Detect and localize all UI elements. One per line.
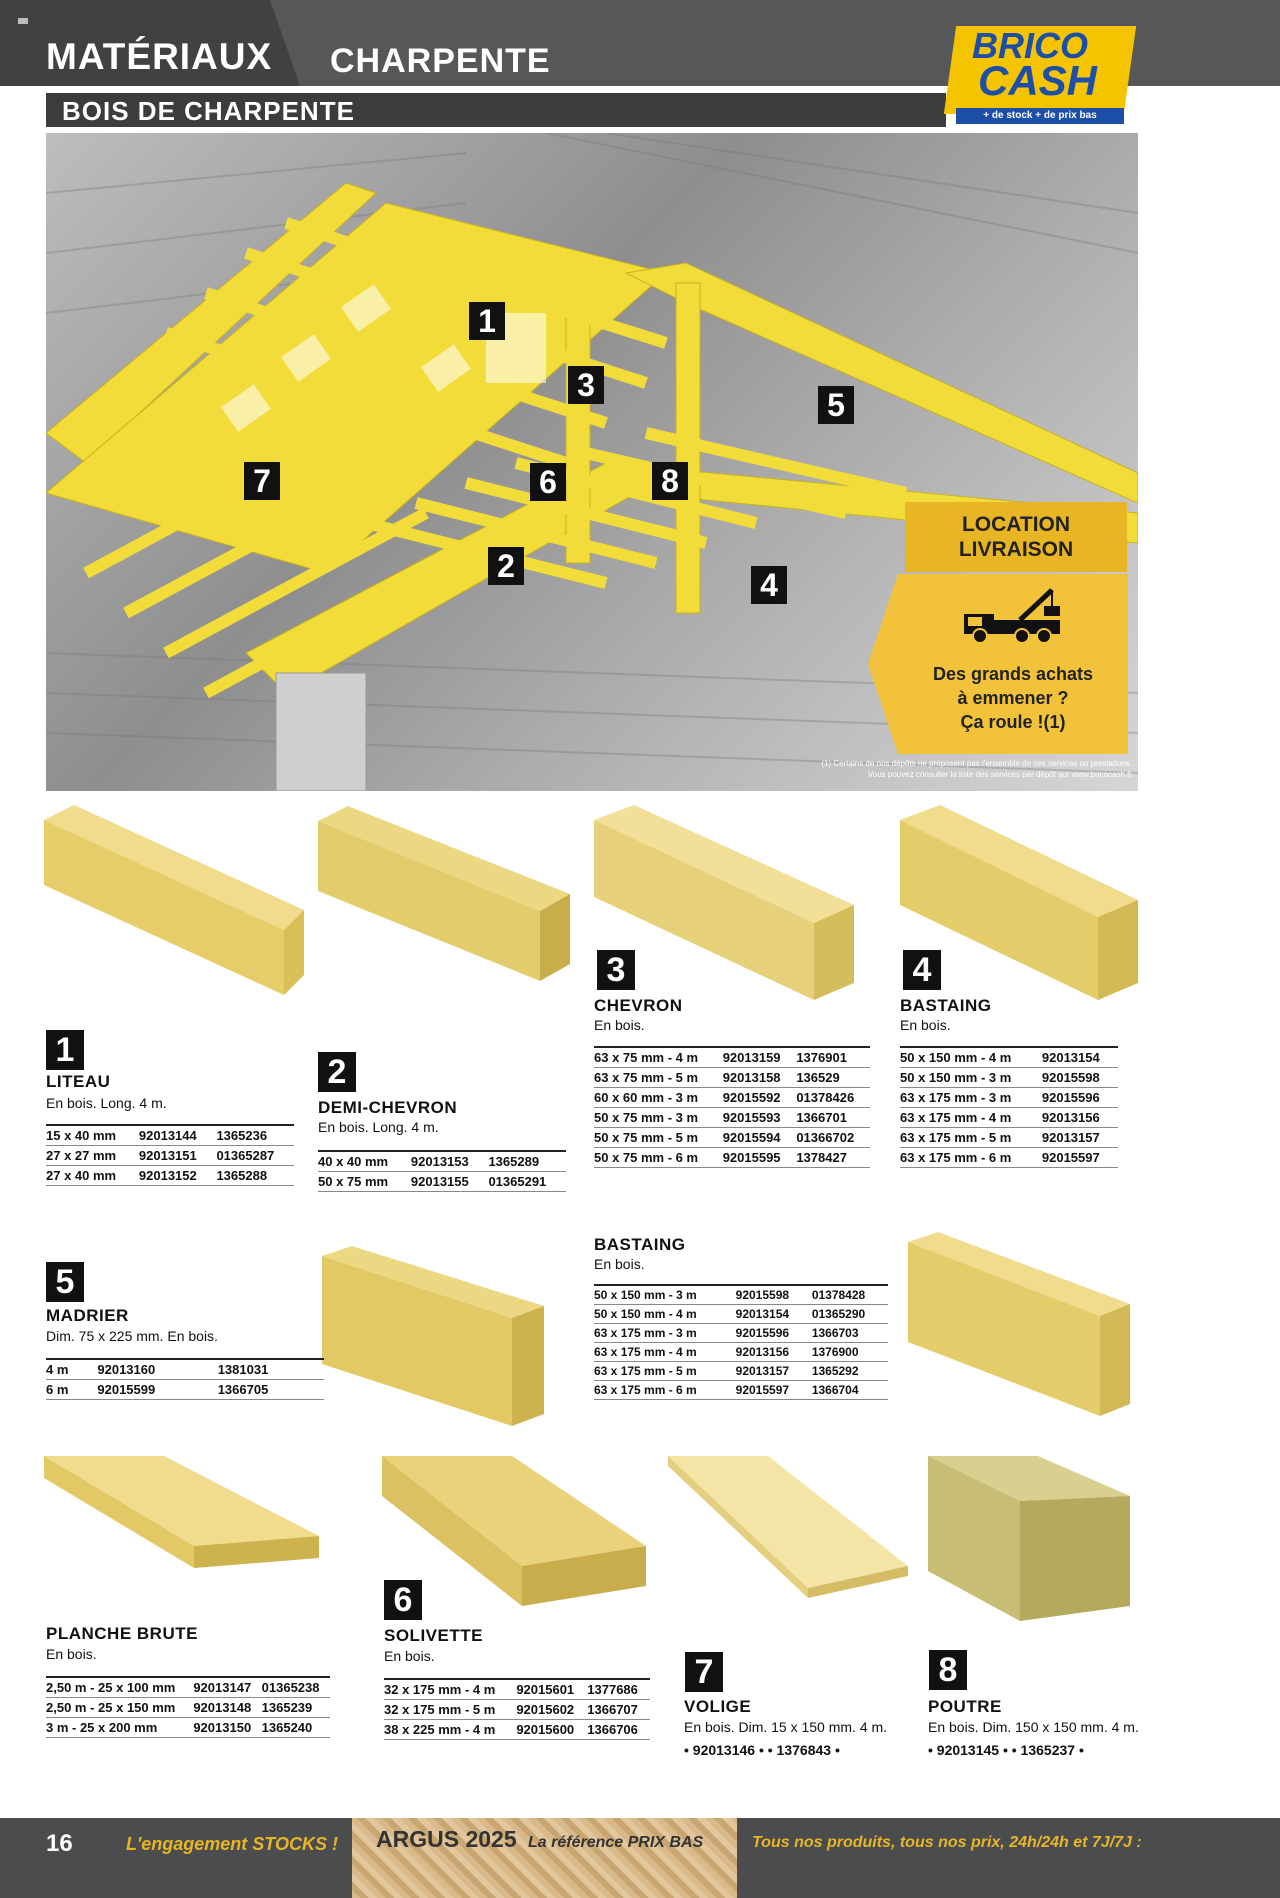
- category-title: MATÉRIAUX: [46, 36, 273, 77]
- cell: 136529: [796, 1068, 870, 1088]
- cell: 1365239: [262, 1698, 330, 1718]
- cell: 50 x 75 mm: [318, 1172, 411, 1192]
- cell: 2,50 m - 25 x 100 mm: [46, 1677, 193, 1698]
- cell: 50 x 150 mm - 4 m: [900, 1047, 1042, 1068]
- bastaing-table: [900, 1046, 1118, 1168]
- cell: 92015601: [516, 1679, 587, 1700]
- table-row: [384, 1720, 650, 1740]
- cell: 92013158: [723, 1068, 797, 1088]
- table-row: [900, 1108, 1118, 1128]
- cell: 92013154: [1042, 1047, 1118, 1068]
- cell: 01378428: [812, 1285, 888, 1305]
- volige-desc: En bois. Dim. 15 x 150 mm. 4 m.: [684, 1719, 888, 1735]
- cell: 92013151: [139, 1146, 217, 1166]
- poutre-number: 8: [929, 1650, 967, 1690]
- cell: 92015596: [736, 1324, 812, 1343]
- table-row: [318, 1151, 566, 1172]
- cell: 50 x 150 mm - 3 m: [900, 1068, 1042, 1088]
- cell: 63 x 175 mm - 5 m: [594, 1362, 736, 1381]
- liteau-desc: En bois. Long. 4 m.: [46, 1095, 167, 1111]
- cell: 1376901: [796, 1047, 870, 1068]
- hero-tag-7: 7: [244, 462, 280, 500]
- bastaing-name: BASTAING: [900, 996, 992, 1015]
- cell: 63 x 175 mm - 3 m: [594, 1324, 736, 1343]
- table-row: [46, 1125, 294, 1146]
- table-row: [46, 1698, 330, 1718]
- cell: 92013160: [97, 1359, 217, 1380]
- chevron-number: 3: [597, 950, 635, 990]
- hero-tag-6: 6: [530, 463, 566, 501]
- planche-brute-table: [46, 1676, 330, 1738]
- table-row: [384, 1679, 650, 1700]
- demi-chevron-number: 2: [318, 1052, 356, 1092]
- cell: 50 x 75 mm - 5 m: [594, 1128, 723, 1148]
- promo-text-line-2: à emmener ?: [957, 688, 1069, 708]
- table-row: [318, 1172, 566, 1192]
- section-title: BOIS DE CHARPENTE: [62, 96, 355, 126]
- cell: 63 x 175 mm - 4 m: [900, 1108, 1042, 1128]
- cell: 01366702: [796, 1128, 870, 1148]
- table-row: [594, 1362, 888, 1381]
- cell: 92013155: [411, 1172, 489, 1192]
- footer-engagement: L'engagement STOCKS !: [126, 1834, 338, 1854]
- cell: 92013152: [139, 1166, 217, 1186]
- cell: 63 x 75 mm - 5 m: [594, 1068, 723, 1088]
- location-livraison-title: [905, 512, 1127, 562]
- planche-brute-name: PLANCHE BRUTE: [46, 1624, 198, 1643]
- hero-tag-1: 1: [469, 302, 505, 340]
- liteau-table: [46, 1124, 294, 1186]
- cell: 92015592: [723, 1088, 797, 1108]
- cell: 92013159: [723, 1047, 797, 1068]
- cell: 92015593: [723, 1108, 797, 1128]
- argus-title: ARGUS 2025: [376, 1826, 517, 1852]
- cell: 92015595: [723, 1148, 797, 1168]
- cell: 63 x 175 mm - 6 m: [594, 1381, 736, 1400]
- cell: 1365292: [812, 1362, 888, 1381]
- cell: 92015598: [1042, 1068, 1118, 1088]
- liteau-name: LITEAU: [46, 1072, 111, 1091]
- footnote-line-2: Vous pouvez consulter la liste des services par dépôt sur www.bricocash.fr: [867, 770, 1132, 779]
- table-row: [46, 1359, 324, 1380]
- madrier-image: [322, 1246, 544, 1426]
- cell: 4 m: [46, 1359, 97, 1380]
- cell: 1366705: [218, 1380, 324, 1400]
- planche-brute-desc: En bois.: [46, 1646, 97, 1662]
- cell: 92013156: [1042, 1108, 1118, 1128]
- cell: 92015594: [723, 1128, 797, 1148]
- logo-line-2: CASH: [978, 57, 1098, 104]
- cell: 1366707: [587, 1700, 650, 1720]
- cell: 01365238: [262, 1677, 330, 1698]
- liteau-image: [44, 805, 304, 995]
- cell: 27 x 40 mm: [46, 1166, 139, 1186]
- cell: 92013148: [193, 1698, 261, 1718]
- promo-text-line-1: Des grands achats: [932, 664, 1094, 684]
- cell: 1378427: [796, 1148, 870, 1168]
- cell: 92015599: [97, 1380, 217, 1400]
- cell: 92015598: [736, 1285, 812, 1305]
- cell: 2,50 m - 25 x 150 mm: [46, 1698, 193, 1718]
- bastaing-2-desc: En bois.: [594, 1256, 645, 1272]
- cell: 38 x 225 mm - 4 m: [384, 1720, 516, 1740]
- bastaing-2-image: [908, 1232, 1130, 1416]
- volige-name: VOLIGE: [684, 1697, 752, 1716]
- table-row: [900, 1128, 1118, 1148]
- hero-footnote: [700, 758, 1132, 780]
- chevron-name: CHEVRON: [594, 996, 683, 1015]
- cell: 1366706: [587, 1720, 650, 1740]
- cell: 27 x 27 mm: [46, 1146, 139, 1166]
- cell: 92013157: [1042, 1128, 1118, 1148]
- crane-truck-icon: [960, 584, 1070, 646]
- cell: 1365289: [488, 1151, 566, 1172]
- cell: 40 x 40 mm: [318, 1151, 411, 1172]
- demi-chevron-table: [318, 1150, 566, 1192]
- liteau-number: 1: [46, 1030, 84, 1070]
- table-row: [594, 1128, 870, 1148]
- cell: 01365290: [812, 1305, 888, 1324]
- cell: 92013156: [736, 1343, 812, 1362]
- table-row: [900, 1047, 1118, 1068]
- cell: 92013154: [736, 1305, 812, 1324]
- cell: 01378426: [796, 1088, 870, 1108]
- table-row: [594, 1343, 888, 1362]
- footer-reference: La référence PRIX BAS: [528, 1834, 704, 1851]
- table-row: [594, 1285, 888, 1305]
- hero-tag-5: 5: [818, 386, 854, 424]
- table-row: [384, 1700, 650, 1720]
- chevron-table: [594, 1046, 870, 1168]
- volige-ref: • 92013146 • • 1376843 •: [684, 1742, 840, 1758]
- table-row: [900, 1068, 1118, 1088]
- cell: 92013144: [139, 1125, 217, 1146]
- cell: 92013150: [193, 1718, 261, 1738]
- chevron-desc: En bois.: [594, 1017, 645, 1033]
- volige-image: [668, 1456, 908, 1606]
- solivette-number: 6: [384, 1580, 422, 1620]
- hero-tag-8: 8: [652, 462, 688, 500]
- cell: 1381031: [218, 1359, 324, 1380]
- table-row: [46, 1380, 324, 1400]
- madrier-desc: Dim. 75 x 225 mm. En bois.: [46, 1328, 218, 1344]
- cell: 32 x 175 mm - 4 m: [384, 1679, 516, 1700]
- cell: 6 m: [46, 1380, 97, 1400]
- table-row: [594, 1047, 870, 1068]
- madrier-name: MADRIER: [46, 1306, 129, 1325]
- poutre-desc: En bois. Dim. 150 x 150 mm. 4 m.: [928, 1719, 1139, 1735]
- solivette-desc: En bois.: [384, 1648, 435, 1664]
- location-livraison-text: [908, 662, 1118, 734]
- table-row: [46, 1166, 294, 1186]
- promo-text-line-3: Ça roule !(1): [960, 712, 1066, 732]
- cell: 63 x 175 mm - 4 m: [594, 1343, 736, 1362]
- cell: 15 x 40 mm: [46, 1125, 139, 1146]
- cell: 01365291: [488, 1172, 566, 1192]
- cell: 1376900: [812, 1343, 888, 1362]
- solivette-table: [384, 1678, 650, 1740]
- cell: 1366703: [812, 1324, 888, 1343]
- brico-cash-logo[interactable]: [950, 22, 1130, 128]
- poutre-name: POUTRE: [928, 1697, 1002, 1716]
- bastaing-desc: En bois.: [900, 1017, 951, 1033]
- table-row: [46, 1718, 330, 1738]
- hero-tag-3: 3: [568, 366, 604, 404]
- bastaing-2-name: BASTAING: [594, 1235, 686, 1254]
- hero-tag-2: 2: [488, 547, 524, 585]
- logo-line-1: BRICO: [972, 25, 1088, 66]
- promo-title-line-1: LOCATION: [961, 513, 1071, 536]
- cell: 1365240: [262, 1718, 330, 1738]
- footnote-line-1: (1) Certains de nos dépôts ne proposent pas l'ensemble de ces services ou prestations.: [821, 759, 1132, 768]
- bastaing-number: 4: [903, 950, 941, 990]
- hero-tag-4: 4: [751, 566, 787, 604]
- madrier-number: 5: [46, 1262, 84, 1302]
- cell: 50 x 75 mm - 3 m: [594, 1108, 723, 1128]
- cell: 92013153: [411, 1151, 489, 1172]
- table-row: [594, 1305, 888, 1324]
- cell: 1366704: [812, 1381, 888, 1400]
- cell: 63 x 75 mm - 4 m: [594, 1047, 723, 1068]
- poutre-ref: • 92013145 • • 1365237 •: [928, 1742, 1084, 1758]
- madrier-table: [46, 1358, 324, 1400]
- cell: 50 x 75 mm - 6 m: [594, 1148, 723, 1168]
- cell: 1365236: [216, 1125, 294, 1146]
- page-number: 16: [46, 1830, 73, 1857]
- cell: 92015597: [1042, 1148, 1118, 1168]
- logo-tagline: + de stock + de prix bas: [956, 108, 1124, 124]
- poutre-image: [928, 1456, 1130, 1621]
- table-row: [594, 1068, 870, 1088]
- volige-number: 7: [685, 1652, 723, 1692]
- cell: 1365288: [216, 1166, 294, 1186]
- cell: 63 x 175 mm - 5 m: [900, 1128, 1042, 1148]
- table-row: [594, 1324, 888, 1343]
- table-row: [900, 1148, 1118, 1168]
- table-row: [900, 1088, 1118, 1108]
- cell: 50 x 150 mm - 4 m: [594, 1305, 736, 1324]
- bastaing-2-table: [594, 1284, 888, 1400]
- solivette-name: SOLIVETTE: [384, 1626, 483, 1645]
- cell: 92015602: [516, 1700, 587, 1720]
- cell: 92015596: [1042, 1088, 1118, 1108]
- demi-chevron-name: DEMI-CHEVRON: [318, 1098, 458, 1117]
- table-row: [594, 1108, 870, 1128]
- cell: 92013147: [193, 1677, 261, 1698]
- cell: 1366701: [796, 1108, 870, 1128]
- promo-title-line-2: LIVRAISON: [958, 538, 1074, 561]
- cell: 50 x 150 mm - 3 m: [594, 1285, 736, 1305]
- table-row: [594, 1381, 888, 1400]
- cell: 32 x 175 mm - 5 m: [384, 1700, 516, 1720]
- cell: 92013157: [736, 1362, 812, 1381]
- planche-brute-image: [44, 1456, 319, 1606]
- demi-chevron-desc: En bois. Long. 4 m.: [318, 1119, 439, 1135]
- cell: 01365287: [216, 1146, 294, 1166]
- table-row: [46, 1146, 294, 1166]
- subcategory-title: CHARPENTE: [330, 42, 551, 80]
- cell: 3 m - 25 x 200 mm: [46, 1718, 193, 1738]
- cell: 63 x 175 mm - 3 m: [900, 1088, 1042, 1108]
- footer-tagline: Tous nos produits, tous nos prix, 24h/24h et 7J/7J :: [752, 1834, 1142, 1851]
- demi-chevron-image: [318, 806, 570, 981]
- cell: 60 x 60 mm - 3 m: [594, 1088, 723, 1108]
- cell: 1377686: [587, 1679, 650, 1700]
- cell: 92015597: [736, 1381, 812, 1400]
- menu-icon: [18, 18, 28, 24]
- table-row: [594, 1148, 870, 1168]
- cell: 92015600: [516, 1720, 587, 1740]
- cell: 63 x 175 mm - 6 m: [900, 1148, 1042, 1168]
- table-row: [46, 1677, 330, 1698]
- table-row: [594, 1088, 870, 1108]
